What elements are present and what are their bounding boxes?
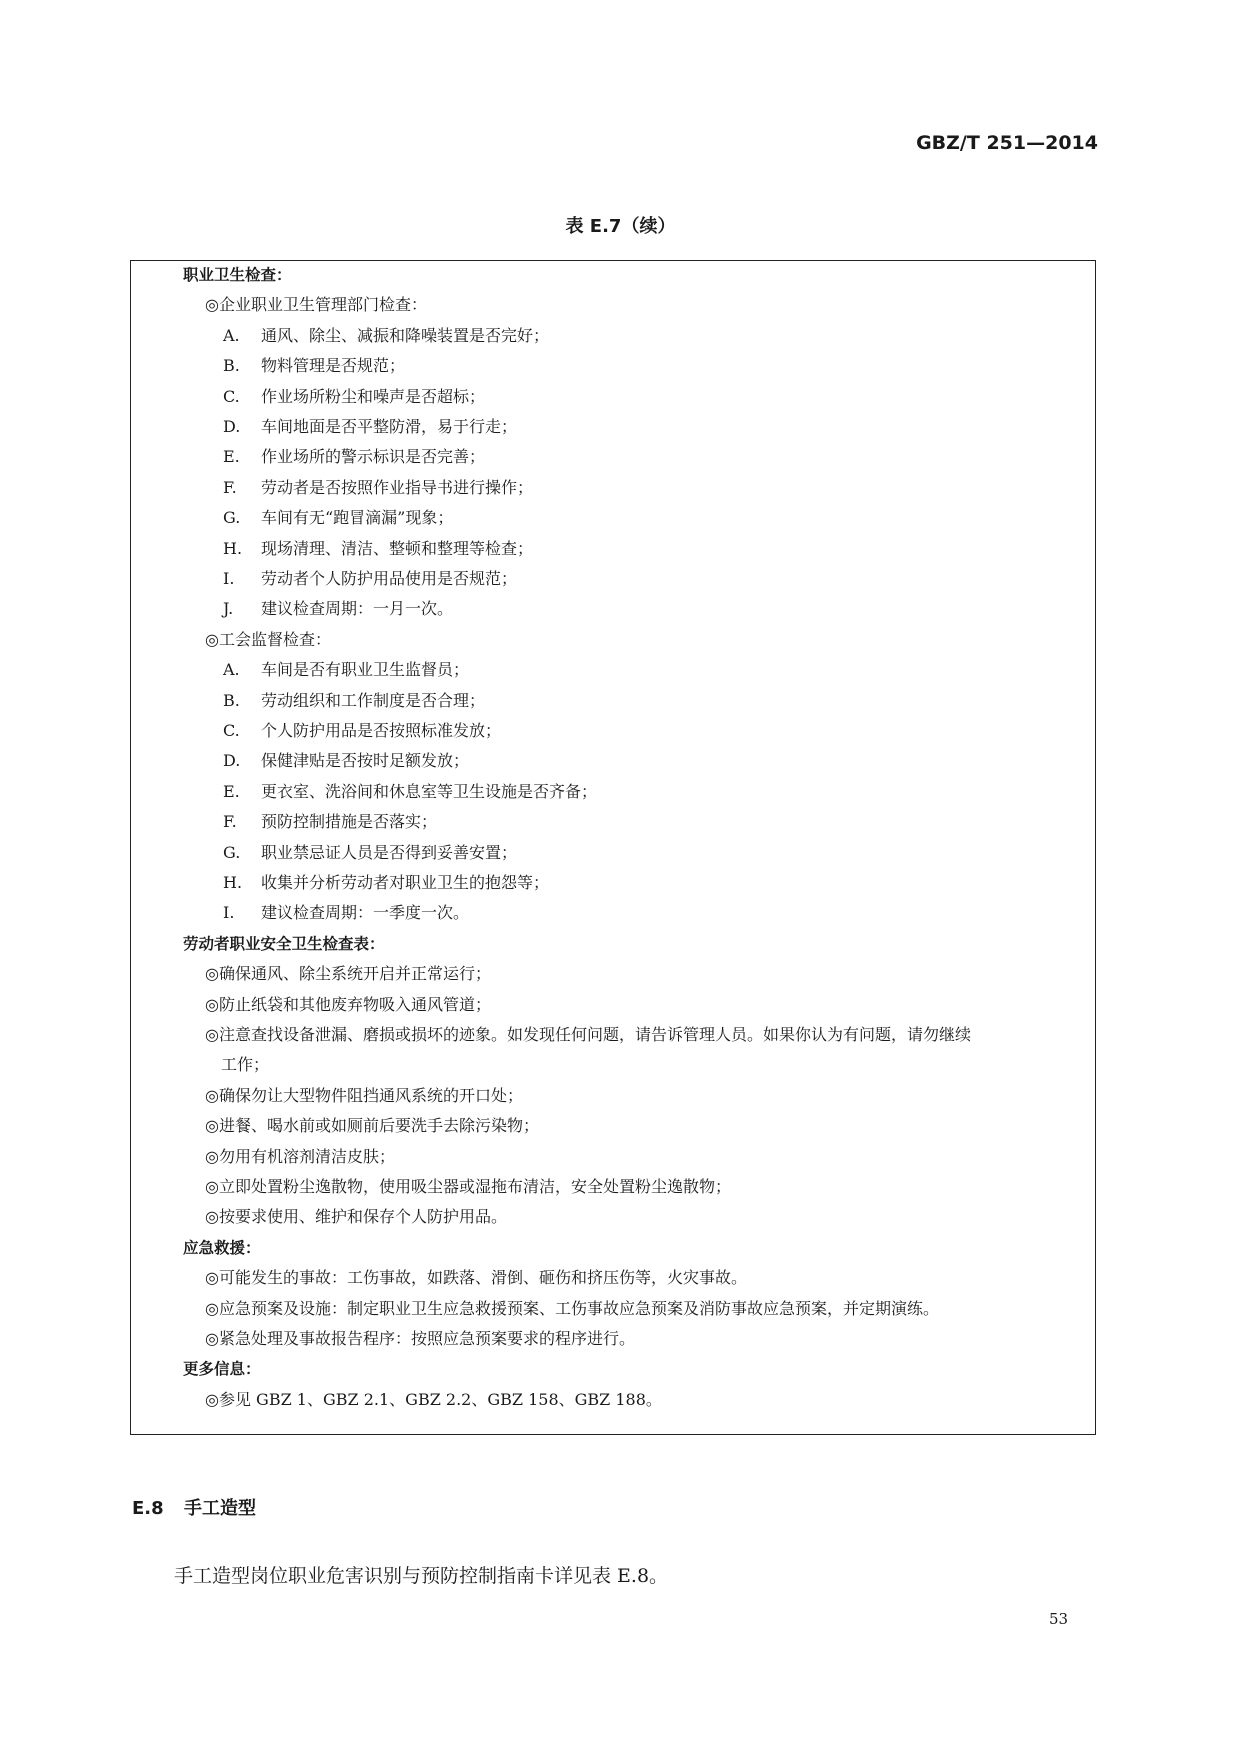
- table-list-item: [223, 660, 469, 680]
- item-label: C.: [223, 721, 240, 740]
- item-label: H.: [223, 538, 243, 558]
- table-list-item: [223, 387, 485, 407]
- item-text: 建议检查周期：一季度一次。: [261, 903, 470, 923]
- item-text: 作业场所粉尘和噪声是否超标；: [261, 386, 486, 406]
- table-line: ◎应急预案及设施：制定职业卫生应急救援预案、工伤事故应急预案及消防事故应急预案，并定期演练。: [205, 1298, 939, 1318]
- table-line: 工作；: [221, 1055, 270, 1075]
- table-list-item: [223, 873, 549, 893]
- table-line: ◎确保勿让大型物件阻挡通风系统的开口处；: [205, 1085, 523, 1105]
- table-section-header: 应急救援：: [183, 1238, 261, 1257]
- section-heading: [132, 1494, 256, 1520]
- item-label: I.: [223, 569, 235, 588]
- item-label: A.: [223, 325, 240, 345]
- item-text: 职业禁忌证人员是否得到妥善安置；: [261, 842, 518, 862]
- table-list-item: [223, 751, 469, 771]
- table-section-header: 更多信息：: [183, 1360, 261, 1379]
- table-line: ◎按要求使用、维护和保存个人防护用品。: [205, 1207, 507, 1227]
- table-list-item: [223, 782, 597, 802]
- table-list-item: [223, 478, 533, 498]
- item-text: 预防控制措施是否落实；: [261, 812, 438, 832]
- item-text: 现场清理、清洁、整顿和整理等检查；: [261, 538, 534, 558]
- table-list-item: [223, 843, 517, 863]
- table-list-item: [223, 539, 533, 559]
- table-line: ◎进餐、喝水前或如厕前后要洗手去除污染物；: [205, 1116, 539, 1136]
- item-label: D.: [223, 751, 241, 771]
- table-line: ◎工会监督检查：: [205, 629, 331, 649]
- item-text: 通风、除尘、减振和降噪装置是否完好；: [261, 325, 550, 345]
- item-text: 作业场所的警示标识是否完善；: [261, 447, 486, 467]
- table-list-item: [223, 508, 453, 528]
- section-number: E.8: [132, 1498, 164, 1519]
- table-list-item: [223, 569, 517, 589]
- item-label: B.: [223, 356, 240, 376]
- item-text: 物料管理是否规范；: [261, 356, 406, 376]
- item-text: 劳动组织和工作制度是否合理；: [261, 690, 486, 710]
- table-line: ◎企业职业卫生管理部门检查：: [205, 295, 427, 315]
- table-box: [130, 260, 1096, 1435]
- section-title: 手工造型: [184, 1498, 256, 1519]
- item-text: 建议检查周期：一月一次。: [261, 599, 454, 619]
- item-text: 保健津贴是否按时足额发放；: [261, 751, 470, 771]
- table-line: ◎防止纸袋和其他废弃物吸入通风管道；: [205, 994, 491, 1014]
- item-text: 劳动者是否按照作业指导书进行操作；: [261, 477, 534, 497]
- table-title: 表 E.7（续）: [565, 216, 676, 237]
- item-label: G.: [223, 508, 241, 528]
- item-label: I.: [223, 903, 235, 923]
- item-label: H.: [223, 873, 243, 892]
- table-list-item: [223, 326, 549, 346]
- item-label: G.: [223, 842, 241, 862]
- table-line: ◎可能发生的事故：工伤事故，如跌落、滑倒、砸伤和挤压伤等，火灾事故。: [205, 1268, 747, 1288]
- item-text: 车间有无“跑冒滴漏”现象；: [261, 508, 454, 528]
- table-list-item: [223, 417, 517, 437]
- table-list-item: [223, 447, 485, 467]
- table-line: ◎参见 GBZ 1、GBZ 2.1、GBZ 2.2、GBZ 158、GBZ 188。: [205, 1389, 662, 1409]
- table-list-item: [223, 599, 453, 619]
- table-section-header: 劳动者职业安全卫生检查表：: [183, 934, 385, 953]
- item-text: 劳动者个人防护用品使用是否规范；: [261, 569, 518, 588]
- item-label: E.: [223, 781, 240, 801]
- table-section-header: 职业卫生检查：: [183, 266, 292, 284]
- table-list-item: [223, 903, 469, 923]
- item-text: 个人防护用品是否按照标准发放；: [261, 721, 502, 740]
- item-label: A.: [223, 660, 240, 680]
- table-line: ◎立即处置粉尘逸散物，使用吸尘器或湿拖布清洁，安全处置粉尘逸散物；: [205, 1177, 731, 1196]
- item-label: D.: [223, 417, 241, 436]
- table-list-item: [223, 812, 437, 832]
- table-line: ◎紧急处理及事故报告程序：按照应急预案要求的程序进行。: [205, 1329, 635, 1348]
- table-list-item: [223, 721, 501, 741]
- item-text: 车间地面是否平整防滑，易于行走；: [261, 417, 518, 436]
- body-paragraph: 手工造型岗位职业危害识别与预防控制指南卡详见表 E.8。: [174, 1565, 669, 1587]
- item-label: J.: [223, 599, 234, 619]
- item-label: C.: [223, 386, 240, 406]
- item-label: E.: [223, 447, 240, 467]
- item-text: 更衣室、洗浴间和休息室等卫生设施是否齐备；: [261, 781, 598, 801]
- item-text: 收集并分析劳动者对职业卫生的抱怨等；: [261, 873, 550, 892]
- standard-code: GBZ/T 251—2014: [916, 132, 1098, 154]
- table-line: ◎注意查找设备泄漏、磨损或损坏的迹象。如发现任何问题，请告诉管理人员。如果你认为有问题，请勿继续: [205, 1025, 971, 1044]
- item-label: F.: [223, 477, 237, 497]
- table-list-item: [223, 691, 485, 711]
- item-label: F.: [223, 812, 237, 832]
- table-line: ◎勿用有机溶剂清洁皮肤；: [205, 1146, 395, 1166]
- item-text: 车间是否有职业卫生监督员；: [261, 660, 470, 680]
- table-list-item: [223, 356, 405, 376]
- page-number: 53: [1049, 1610, 1069, 1628]
- item-label: B.: [223, 690, 240, 710]
- table-line: ◎确保通风、除尘系统开启并正常运行；: [205, 964, 491, 984]
